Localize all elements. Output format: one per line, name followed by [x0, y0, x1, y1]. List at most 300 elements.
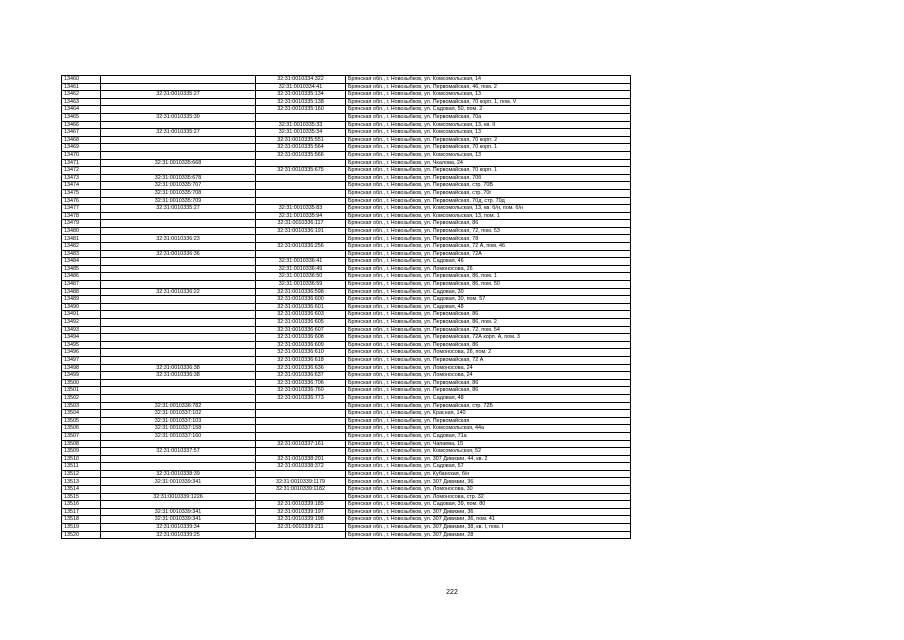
building-number-cell: 32:31:0010336:191 [256, 227, 346, 235]
land-parcel-cell [101, 98, 256, 106]
building-number-cell: 32:31:0010335:34 [256, 129, 346, 137]
address-cell: Брянская обл., г. Новозыбков, ул. Ломоносова, стр. 32 [346, 493, 631, 501]
land-parcel-cell [101, 319, 256, 327]
address-cell: Брянская обл., г. Новозыбков, ул. Первомайская, 72 А, пом. 46 [346, 243, 631, 251]
address-cell: Брянская обл., г. Новозыбков, ул. Первомайская, 86, пом. 1 [346, 273, 631, 281]
row-number-cell: 13495 [62, 341, 101, 349]
row-number-cell: 13475 [62, 189, 101, 197]
row-number-cell: 13504 [62, 410, 101, 418]
row-number-cell: 13496 [62, 349, 101, 357]
land-parcel-cell [101, 334, 256, 342]
address-cell: Брянская обл., г. Новозыбков, ул. Первомайская, 46, пом. 2 [346, 83, 631, 91]
row-number-cell: 13518 [62, 516, 101, 524]
building-number-cell [256, 197, 346, 205]
building-number-cell: 32:31:0010336:609 [256, 341, 346, 349]
land-parcel-cell [101, 379, 256, 387]
building-number-cell: 32:31:0010339:1182 [256, 486, 346, 494]
building-number-cell: 32:31:0010334:41 [256, 83, 346, 91]
table-row [62, 417, 631, 425]
row-number-cell: 13502 [62, 394, 101, 402]
address-cell: Брянская обл., г. Новозыбков, ул. Красная, 140 [346, 410, 631, 418]
land-parcel-cell: 32:31:0010339:1226 [101, 493, 256, 501]
table-row [62, 311, 631, 319]
row-number-cell: 13519 [62, 524, 101, 532]
row-number-cell: 13463 [62, 98, 101, 106]
row-number-cell: 13484 [62, 258, 101, 266]
table-row [62, 493, 631, 501]
address-cell: Брянская обл., г. Новозыбков, ул. Садовая, 57 [346, 463, 631, 471]
building-number-cell [256, 493, 346, 501]
table-row [62, 121, 631, 129]
address-cell: Брянская обл., г. Новозыбков, ул. Чкалова, 24 [346, 159, 631, 167]
building-number-cell [256, 189, 346, 197]
address-cell: Брянская обл., г. Новозыбков, ул. Садовая, 71а [346, 432, 631, 440]
row-number-cell: 13470 [62, 151, 101, 159]
land-parcel-cell [101, 311, 256, 319]
land-parcel-cell: 32:31:0010338:39 [101, 470, 256, 478]
building-number-cell: 32:31:0010335:94 [256, 212, 346, 220]
table-row [62, 250, 631, 258]
land-parcel-cell: 32:31:0010335:709 [101, 197, 256, 205]
table-row [62, 379, 631, 387]
address-cell: Брянская обл., г. Новозыбков, ул. Первомайская, 70 корп. 2 [346, 136, 631, 144]
table-row [62, 319, 631, 327]
address-cell: Брянская обл., г. Новозыбков, ул. Кубанская, б/н [346, 470, 631, 478]
building-number-cell: 32:31:0010336:618 [256, 356, 346, 364]
table-row [62, 334, 631, 342]
row-number-cell: 13466 [62, 121, 101, 129]
address-cell: Брянская обл., г. Новозыбков, ул. Комсомольская, 13, кв. б/н, пом. б/н [346, 205, 631, 213]
address-cell: Брянская обл., г. Новозыбков, ул. Первомайская, 70д, стр. 70д [346, 197, 631, 205]
table-row [62, 243, 631, 251]
table-row [62, 205, 631, 213]
building-number-cell [256, 113, 346, 121]
table-row [62, 129, 631, 137]
address-cell: Брянская обл., г. Новозыбков, ул. Первомайская, 86 [346, 311, 631, 319]
table-row [62, 296, 631, 304]
building-number-cell: 32:31:0010336:600 [256, 296, 346, 304]
row-number-cell: 13514 [62, 486, 101, 494]
building-number-cell: 32:31:0010339:211 [256, 524, 346, 532]
building-number-cell: 32:31:0010336:637 [256, 372, 346, 380]
land-parcel-cell [101, 227, 256, 235]
address-cell: Брянская обл., г. Новозыбков, ул. Садовая, 46 [346, 258, 631, 266]
row-number-cell: 13461 [62, 83, 101, 91]
address-cell: Брянская обл., г. Новозыбков, ул. Первомайская, 72, пом. 54 [346, 326, 631, 334]
table-row [62, 144, 631, 152]
row-number-cell: 13507 [62, 432, 101, 440]
address-cell: Брянская обл., г. Новозыбков, ул. Первомайская, 86 [346, 341, 631, 349]
address-cell: Брянская обл., г. Новозыбков, ул. Комсомольская, 52 [346, 448, 631, 456]
table-row [62, 432, 631, 440]
land-parcel-cell [101, 273, 256, 281]
row-number-cell: 13488 [62, 288, 101, 296]
address-cell: Брянская обл., г. Новозыбков, ул. 307 Дивизии, 36 [346, 478, 631, 486]
table-row [62, 372, 631, 380]
land-parcel-cell: 32:31:0010337:102 [101, 410, 256, 418]
land-parcel-cell: 32:31:0010336:22 [101, 288, 256, 296]
address-cell: Брянская обл., г. Новозыбков, ул. Садовая, 39, пом. 80 [346, 501, 631, 509]
building-number-cell [256, 159, 346, 167]
table-row [62, 288, 631, 296]
row-number-cell: 13517 [62, 508, 101, 516]
building-number-cell [256, 470, 346, 478]
table-row [62, 341, 631, 349]
building-number-cell: 32:31:0010339:197 [256, 508, 346, 516]
row-number-cell: 13464 [62, 106, 101, 114]
address-cell: Брянская обл., г. Новозыбков, ул. Первомайская, стр. 70г [346, 189, 631, 197]
land-parcel-cell [101, 486, 256, 494]
land-parcel-cell [101, 326, 256, 334]
table-row [62, 273, 631, 281]
address-cell: Брянская обл., г. Новозыбков, ул. Первомайская, стр. 72Б [346, 402, 631, 410]
table-row [62, 455, 631, 463]
address-cell: Брянская обл., г. Новозыбков, ул. Первомайская, 86, пом. 2 [346, 319, 631, 327]
building-number-cell: 32:31:0010337:161 [256, 440, 346, 448]
table-row [62, 182, 631, 190]
building-number-cell [256, 182, 346, 190]
table-row [62, 440, 631, 448]
address-cell: Брянская обл., г. Новозыбков, ул. Комсомольская, 13 [346, 151, 631, 159]
land-parcel-cell: 32:31:0010339:341 [101, 516, 256, 524]
address-cell: Брянская обл., г. Новозыбков, ул. Первомайская, 70а [346, 113, 631, 121]
address-cell: Брянская обл., г. Новозыбков, ул. Ломоносова, 24 [346, 372, 631, 380]
land-parcel-cell [101, 258, 256, 266]
land-parcel-cell [101, 243, 256, 251]
land-parcel-cell: 32:31:0010339:34 [101, 524, 256, 532]
table-row [62, 463, 631, 471]
land-parcel-cell [101, 356, 256, 364]
address-cell: Брянская обл., г. Новозыбков, ул. Чапаева, 15 [346, 440, 631, 448]
table-row [62, 524, 631, 532]
land-parcel-cell: 32:31:0010335:27 [101, 91, 256, 99]
table-row [62, 220, 631, 228]
land-parcel-cell: 32:31:0010335:708 [101, 189, 256, 197]
row-number-cell: 13494 [62, 334, 101, 342]
address-cell: Брянская обл., г. Новозыбков, ул. Ломоносова, 26 [346, 265, 631, 273]
building-number-cell: 32:31:0010336:59 [256, 281, 346, 289]
address-cell: Брянская обл., г. Новозыбков, ул. 307 Дивизии, 38, кв. I, пом. I [346, 524, 631, 532]
row-number-cell: 13498 [62, 364, 101, 372]
table-row [62, 212, 631, 220]
land-parcel-cell [101, 303, 256, 311]
table-row [62, 258, 631, 266]
row-number-cell: 13515 [62, 493, 101, 501]
address-cell: Брянская обл., г. Новозыбков, ул. Садовая, 30, пом. 57 [346, 296, 631, 304]
address-cell: Брянская обл., г. Новозыбков, ул. Первомайская, 72А [346, 250, 631, 258]
table-row [62, 531, 631, 539]
table-row [62, 265, 631, 273]
building-number-cell [256, 425, 346, 433]
address-cell: Брянская обл., г. Новозыбков, ул. Первомайская, 70 корп. 1 [346, 144, 631, 152]
land-parcel-cell [101, 136, 256, 144]
building-number-cell [256, 448, 346, 456]
address-cell: Брянская обл., г. Новозыбков, ул. Ломоносова, 24 [346, 364, 631, 372]
building-number-cell [256, 410, 346, 418]
table-row [62, 501, 631, 509]
row-number-cell: 13508 [62, 440, 101, 448]
address-cell: Брянская обл., г. Новозыбков, ул. Первомайская, 86, пом. 50 [346, 281, 631, 289]
table-row [62, 478, 631, 486]
table-row [62, 151, 631, 159]
address-cell: Брянская обл., г. Новозыбков, ул. Садовая, 50, пом. 2 [346, 106, 631, 114]
land-parcel-cell [101, 212, 256, 220]
land-parcel-cell [101, 83, 256, 91]
building-number-cell: 32:31:0010336:605 [256, 319, 346, 327]
table-row [62, 235, 631, 243]
table-row [62, 326, 631, 334]
table-row [62, 136, 631, 144]
table-row [62, 91, 631, 99]
row-number-cell: 13487 [62, 281, 101, 289]
row-number-cell: 13516 [62, 501, 101, 509]
land-parcel-cell: 32:31:0010339:341 [101, 478, 256, 486]
land-parcel-cell: 32:31:0010337:57 [101, 448, 256, 456]
row-number-cell: 13492 [62, 319, 101, 327]
address-cell: Брянская обл., г. Новозыбков, ул. 307 Дивизии, 36, пом. 41 [346, 516, 631, 524]
address-cell: Брянская обл., г. Новозыбков, ул. Комсомольская, 13 [346, 129, 631, 137]
table-row [62, 106, 631, 114]
address-cell: Брянская обл., г. Новозыбков, ул. Первомайская, 72А корп. А, пом. 3 [346, 334, 631, 342]
land-parcel-cell: 32:31:0010336:36 [101, 250, 256, 258]
address-cell: Брянская обл., г. Новозыбков, ул. Садовая, 30 [346, 288, 631, 296]
row-number-cell: 13474 [62, 182, 101, 190]
table-row [62, 167, 631, 175]
table-row [62, 486, 631, 494]
address-cell: Брянская обл., г. Новозыбков, ул. Первомайская, 72 А [346, 356, 631, 364]
row-number-cell: 13482 [62, 243, 101, 251]
building-number-cell: 32:31:0010336:41 [256, 258, 346, 266]
table-row [62, 448, 631, 456]
table-row [62, 197, 631, 205]
address-cell: Брянская обл., г. Новозыбков, ул. Комсомольская, 13, пом. 1 [346, 212, 631, 220]
land-parcel-cell: 32:31:0010337:160 [101, 432, 256, 440]
building-number-cell: 32:31:0010336:603 [256, 311, 346, 319]
row-number-cell: 13481 [62, 235, 101, 243]
building-number-cell: 32:31:0010336:50 [256, 273, 346, 281]
row-number-cell: 13505 [62, 417, 101, 425]
table-row [62, 470, 631, 478]
land-parcel-cell: 32:31:0010335:668 [101, 159, 256, 167]
table-row [62, 402, 631, 410]
building-number-cell: 32:31:0010335:160 [256, 106, 346, 114]
building-number-cell [256, 432, 346, 440]
row-number-cell: 13503 [62, 402, 101, 410]
building-number-cell: 32:31:0010335:134 [256, 91, 346, 99]
building-number-cell [256, 250, 346, 258]
row-number-cell: 13476 [62, 197, 101, 205]
row-number-cell: 13506 [62, 425, 101, 433]
address-cell: Брянская обл., г. Новозыбков, ул. Первомайская, 78 [346, 235, 631, 243]
row-number-cell: 13469 [62, 144, 101, 152]
table-row [62, 410, 631, 418]
land-parcel-cell [101, 76, 256, 84]
row-number-cell: 13491 [62, 311, 101, 319]
address-cell: Брянская обл., г. Новозыбков, ул. Первомайская, 86 [346, 379, 631, 387]
row-number-cell: 13478 [62, 212, 101, 220]
address-cell: Брянская обл., г. Новозыбков, ул. Первомайская, 70 корп. 1, пом. V [346, 98, 631, 106]
building-number-cell [256, 174, 346, 182]
address-cell: Брянская обл., г. Новозыбков, ул. 307 Дивизии, 28 [346, 531, 631, 539]
land-parcel-cell: 32:31:0010339:25 [101, 531, 256, 539]
address-cell: Брянская обл., г. Новозыбков, ул. Первомайская, 72, пом. 53 [346, 227, 631, 235]
cadastral-table [61, 75, 631, 539]
land-parcel-cell [101, 144, 256, 152]
row-number-cell: 13462 [62, 91, 101, 99]
row-number-cell: 13499 [62, 372, 101, 380]
row-number-cell: 13510 [62, 455, 101, 463]
land-parcel-cell: 32:31:0010336:782 [101, 402, 256, 410]
table-row [62, 227, 631, 235]
row-number-cell: 13477 [62, 205, 101, 213]
building-number-cell: 32:31:0010336:706 [256, 379, 346, 387]
building-number-cell: 32:31:0010335:675 [256, 167, 346, 175]
land-parcel-cell: 32:31:0010335:30 [101, 113, 256, 121]
row-number-cell: 13490 [62, 303, 101, 311]
address-cell: Брянская обл., г. Новозыбков, ул. Первомайская [346, 417, 631, 425]
row-number-cell: 13473 [62, 174, 101, 182]
building-number-cell: 32:31:0010336:117 [256, 220, 346, 228]
building-number-cell: 32:31:0010335:551 [256, 136, 346, 144]
address-cell: Брянская обл., г. Новозыбков, ул. Садовая, 48 [346, 303, 631, 311]
address-cell: Брянская обл., г. Новозыбков, ул. Комсомольская, 13 [346, 91, 631, 99]
row-number-cell: 13489 [62, 296, 101, 304]
building-number-cell: 32:31:0010339:1179 [256, 478, 346, 486]
land-parcel-cell [101, 463, 256, 471]
address-cell: Брянская обл., г. Новозыбков, ул. Первомайская, 70 корп. 1 [346, 167, 631, 175]
land-parcel-cell: 32:31:0010337:158 [101, 425, 256, 433]
table-row [62, 356, 631, 364]
building-number-cell: 32:31:0010336:256 [256, 243, 346, 251]
land-parcel-cell [101, 501, 256, 509]
land-parcel-cell: 32:31:0010336:38 [101, 364, 256, 372]
building-number-cell: 32:31:0010336:773 [256, 394, 346, 402]
table-row [62, 98, 631, 106]
row-number-cell: 13493 [62, 326, 101, 334]
building-number-cell: 32:31:0010336:607 [256, 326, 346, 334]
row-number-cell: 13497 [62, 356, 101, 364]
table-row [62, 189, 631, 197]
row-number-cell: 13500 [62, 379, 101, 387]
building-number-cell: 32:31:0010336:760 [256, 387, 346, 395]
building-number-cell: 32:31:0010336:608 [256, 334, 346, 342]
land-parcel-cell [101, 121, 256, 129]
land-parcel-cell [101, 296, 256, 304]
table-row [62, 387, 631, 395]
land-parcel-cell [101, 349, 256, 357]
table-row [62, 349, 631, 357]
land-parcel-cell [101, 281, 256, 289]
row-number-cell: 13520 [62, 531, 101, 539]
address-cell: Брянская обл., г. Новозыбков, ул. Ломоносова, 30 [346, 486, 631, 494]
building-number-cell [256, 417, 346, 425]
address-cell: Брянская обл., г. Новозыбков, ул. Первомайская, 70б [346, 174, 631, 182]
land-parcel-cell [101, 167, 256, 175]
row-number-cell: 13483 [62, 250, 101, 258]
table-row [62, 425, 631, 433]
land-parcel-cell: 32:31:0010335:678 [101, 174, 256, 182]
table-row [62, 159, 631, 167]
land-parcel-cell [101, 341, 256, 349]
address-cell: Брянская обл., г. Новозыбков, ул. Комсомольская, 13, кв. II [346, 121, 631, 129]
land-parcel-cell: 32:31:0010339:341 [101, 508, 256, 516]
building-number-cell: 32:31:0010335:566 [256, 151, 346, 159]
building-number-cell: 32:31:0010335:33 [256, 121, 346, 129]
building-number-cell: 32:31:0010338:372 [256, 463, 346, 471]
building-number-cell: 32:31:0010335:564 [256, 144, 346, 152]
address-cell: Брянская обл., г. Новозыбков, ул. Первомайская, 86 [346, 220, 631, 228]
land-parcel-cell: 32:31:0010335:27 [101, 129, 256, 137]
building-number-cell: 32:31:0010339:198 [256, 516, 346, 524]
row-number-cell: 13460 [62, 76, 101, 84]
land-parcel-cell [101, 265, 256, 273]
row-number-cell: 13485 [62, 265, 101, 273]
row-number-cell: 13468 [62, 136, 101, 144]
row-number-cell: 13486 [62, 273, 101, 281]
address-cell: Брянская обл., г. Новозыбков, ул. Комсомольская, 44а [346, 425, 631, 433]
building-number-cell: 32:31:0010335:83 [256, 205, 346, 213]
table-body [62, 76, 631, 539]
building-number-cell: 32:31:0010334:322 [256, 76, 346, 84]
table-row [62, 174, 631, 182]
land-parcel-cell [101, 220, 256, 228]
land-parcel-cell: 32:31:0010337:103 [101, 417, 256, 425]
table-row [62, 516, 631, 524]
row-number-cell: 13512 [62, 470, 101, 478]
building-number-cell: 32:31:0010336:601 [256, 303, 346, 311]
row-number-cell: 13513 [62, 478, 101, 486]
land-parcel-cell [101, 387, 256, 395]
land-parcel-cell [101, 440, 256, 448]
land-parcel-cell: 32:31:0010336:38 [101, 372, 256, 380]
address-cell: Брянская обл., г. Новозыбков, ул. 307 Дивизии, 44, кв. 2 [346, 455, 631, 463]
address-cell: Брянская обл., г. Новозыбков, ул. Первомайская, 86 [346, 387, 631, 395]
land-parcel-cell: 32:31:0010335:27 [101, 205, 256, 213]
address-cell: Брянская обл., г. Новозыбков, ул. Ломоносова, 26, пом. 2 [346, 349, 631, 357]
building-number-cell: 32:31:0010339:185 [256, 501, 346, 509]
row-number-cell: 13480 [62, 227, 101, 235]
building-number-cell [256, 531, 346, 539]
row-number-cell: 13465 [62, 113, 101, 121]
row-number-cell: 13509 [62, 448, 101, 456]
building-number-cell: 32:31:0010336:636 [256, 364, 346, 372]
building-number-cell [256, 235, 346, 243]
table-row [62, 113, 631, 121]
address-cell: Брянская обл., г. Новозыбков, ул. Садовая, 48 [346, 394, 631, 402]
land-parcel-cell [101, 455, 256, 463]
row-number-cell: 13472 [62, 167, 101, 175]
building-number-cell [256, 402, 346, 410]
land-parcel-cell: 32:31:0010335:707 [101, 182, 256, 190]
land-parcel-cell [101, 394, 256, 402]
address-cell: Брянская обл., г. Новозыбков, ул. Комсомольская, 14 [346, 76, 631, 84]
row-number-cell: 13479 [62, 220, 101, 228]
table-row [62, 76, 631, 84]
building-number-cell: 32:31:0010336:610 [256, 349, 346, 357]
land-parcel-cell: 32:31:0010336:23 [101, 235, 256, 243]
address-cell: Брянская обл., г. Новозыбков, ул. 307 Дивизии, 36 [346, 508, 631, 516]
land-parcel-cell [101, 151, 256, 159]
table-row [62, 364, 631, 372]
address-cell: Брянская обл., г. Новозыбков, ул. Первомайская, стр. 70В [346, 182, 631, 190]
building-number-cell: 32:31:0010335:138 [256, 98, 346, 106]
building-number-cell: 32:31:0010336:598 [256, 288, 346, 296]
table-row [62, 394, 631, 402]
building-number-cell: 32:31:0010336:49 [256, 265, 346, 273]
row-number-cell: 13467 [62, 129, 101, 137]
table-row [62, 303, 631, 311]
row-number-cell: 13511 [62, 463, 101, 471]
